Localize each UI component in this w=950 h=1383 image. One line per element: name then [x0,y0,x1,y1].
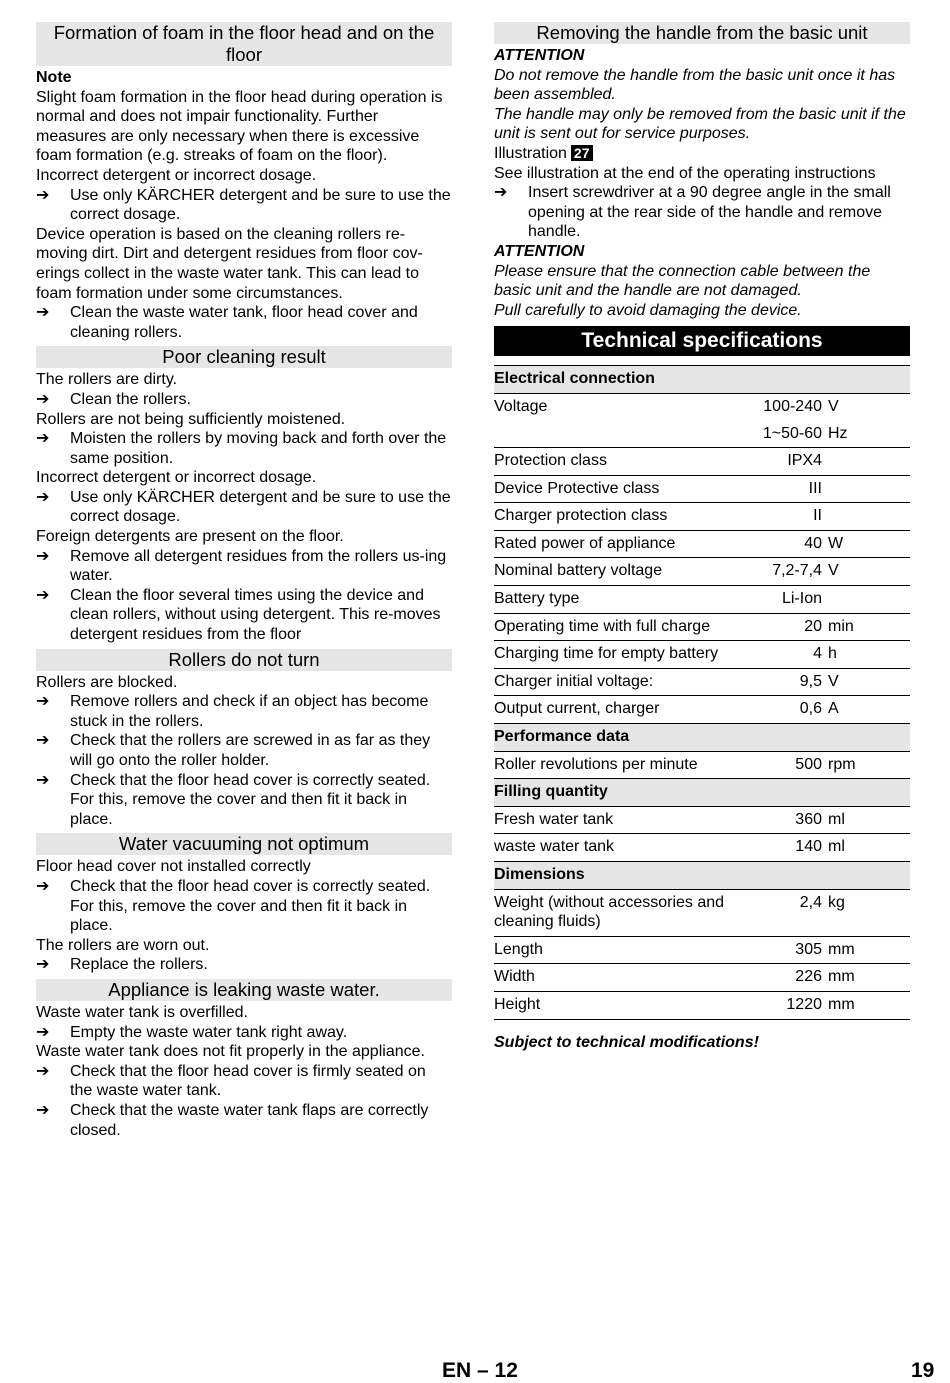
paragraph: The rollers are worn out. [36,936,210,954]
bullet-item: ➔ Empty the waste water tank right away. [36,1023,348,1041]
spec-row: Device Protective class III [494,475,910,503]
bullet-item: ➔ Clean the floor several times using the device and clean rollers, without using detergent. This re-moves detergent residues from the floor [36,586,441,644]
left-column [36,22,452,1140]
bullet-item: ➔ Use only KÄRCHER detergent and be sure to use the correct dosage. [36,488,451,526]
spec-row: Width 226 mm [494,964,910,992]
attention-text: Do not remove the handle from the basic unit once it has been assembled. [494,66,896,104]
section-heading-leaking: Appliance is leaking waste water. [36,979,452,1001]
bullet-item: ➔ Check that the waste water tank flaps are correctly closed. [36,1101,429,1139]
spec-group-row: Performance data [494,724,910,752]
bullet-item: ➔ Clean the waste water tank, floor head cover and cleaning rollers. [36,304,418,341]
arrow-icon: ➔ [36,547,50,565]
spec-row: Voltage 100-240 V [494,397,839,415]
arrow-icon: ➔ [36,304,50,322]
spec-group-row: Filling quantity [494,779,910,807]
spec-row: Roller revolutions per minute 500 rpm [494,751,910,779]
spec-row: Height 1220 mm [494,991,910,1019]
section-heading-water-vacuuming: Water vacuuming not optimum [36,833,452,855]
paragraph: Slight foam formation in the floor head during operation is normal and does not impair functionality. Further measures are only necessary when there is excessive foam formation (e.g. streaks of foam on the floor). [36,88,443,165]
arrow-icon: ➔ [494,184,508,202]
arrow-icon: ➔ [36,430,50,448]
bullet-item: ➔ Remove all detergent residues from the rollers us-ing water. [36,547,447,585]
bullet-item: ➔ Use only KÄRCHER detergent and be sure to use the correct dosage. [36,186,451,224]
arrow-icon: ➔ [36,1023,50,1041]
footer-page-number: 19 [911,1359,935,1382]
spec-group-row: Dimensions [494,862,910,890]
section-heading-foam: Formation of foam in the floor head and on the floor [36,22,452,66]
note-label: Note [36,69,72,86]
paragraph: Incorrect detergent or incorrect dosage. [36,469,317,487]
bullet-item: ➔ Check that the rollers are screwed in as far as they will go onto the roller holder. [36,732,431,769]
arrow-icon: ➔ [36,771,50,789]
paragraph: Floor head cover not installed correctly [36,858,311,876]
spec-group-row: Electrical connection [494,366,910,394]
spec-row: Operating time with full charge 20 min [494,613,910,641]
arrow-icon: ➔ [36,732,50,750]
bullet-item: ➔ Clean the rollers. [36,390,191,408]
arrow-icon: ➔ [36,693,50,711]
arrow-icon: ➔ [36,1101,50,1119]
spec-row: waste water tank 140 ml [494,834,910,862]
bullet-item: ➔ Remove rollers and check if an object has become stuck in the rollers. [36,693,429,730]
arrow-icon: ➔ [36,390,50,408]
attention-text: The handle may only be removed from the basic unit if the unit is sent out for service purposes. [494,105,906,143]
paragraph: Foreign detergents are present on the floor. [36,528,344,546]
spec-row: Fresh water tank 360 ml [494,806,910,834]
arrow-icon: ➔ [36,956,50,974]
bullet-item: ➔ Check that the floor head cover is firmly seated on the waste water tank. [36,1062,426,1100]
paragraph: See illustration at the end of the operating instructions [494,164,876,182]
attention-text: Please ensure that the connection cable between the basic unit and the handle are not damaged. [494,262,871,300]
arrow-icon: ➔ [36,488,50,506]
arrow-icon: ➔ [36,586,50,604]
paragraph: Waste water tank does not fit properly in the appliance. [36,1043,425,1061]
bullet-item: ➔ Insert screwdriver at a 90 degree angle in the small opening at the rear side of the handle and remove handle. [494,184,891,241]
bullet-item: ➔ Replace the rollers. [36,956,208,974]
bullet-item: ➔ Moisten the rollers by moving back and forth over the same position. [36,430,447,467]
paragraph: Waste water tank is overfilled. [36,1003,248,1021]
paragraph: Device operation is based on the cleaning rollers re-moving dirt. Dirt and detergent residues from floor cov-erings collect in the waste water tank. This can lead to foam formation under some circumstances. [36,225,423,302]
arrow-icon: ➔ [36,877,50,895]
spec-row: Output current, charger 0,6 A [494,696,910,724]
attention-text: Pull carefully to avoid damaging the device. [494,301,802,319]
spec-row: Weight (without accessories and cleaning fluids) 2,4 kg [494,889,910,936]
spec-row: Rated power of appliance 40 W [494,530,910,558]
right-column [494,22,910,1052]
spec-row: Nominal battery voltage 7,2-7,4 V [494,558,910,586]
bullet-item: ➔ Check that the floor head cover is correctly seated. For this, remove the cover and then fit it back in place. [36,877,431,935]
paragraph: Rollers are not being sufficiently moistened. [36,410,346,428]
section-heading-handle: Removing the handle from the basic unit [494,22,910,44]
tech-specs-title: Technical specifications [494,326,910,356]
spec-row: Charging time for empty battery 4 h [494,641,910,669]
spec-table [494,365,910,1019]
arrow-icon: ➔ [36,186,50,204]
spec-row: Charger initial voltage: 9,5 V [494,668,910,696]
spec-row: 1~50-60 Hz [494,421,910,448]
spec-row: Charger protection class II [494,503,910,531]
arrow-icon: ➔ [36,1062,50,1080]
section-heading-poor-cleaning: Poor cleaning result [36,346,452,368]
footer-language-page: EN – 12 [442,1359,518,1382]
section-heading-rollers: Rollers do not turn [36,649,452,671]
illustration-ref: Illustration 27 [494,144,910,164]
illustration-number: 27 [571,145,593,161]
subject-note: Subject to technical modifications! [494,1033,759,1051]
attention-label: ATTENTION [494,242,585,260]
attention-label: ATTENTION [494,47,585,64]
bullet-item: ➔ Check that the floor head cover is correctly seated. For this, remove the cover and then fit it back in place. [36,771,431,828]
paragraph: Rollers are blocked. [36,673,178,691]
spec-row: Length 305 mm [494,936,910,964]
paragraph: Incorrect detergent or incorrect dosage. [36,166,317,184]
spec-row: Battery type Li-Ion [494,586,910,614]
spec-row: Protection class IPX4 [494,448,910,476]
paragraph: The rollers are dirty. [36,371,178,389]
